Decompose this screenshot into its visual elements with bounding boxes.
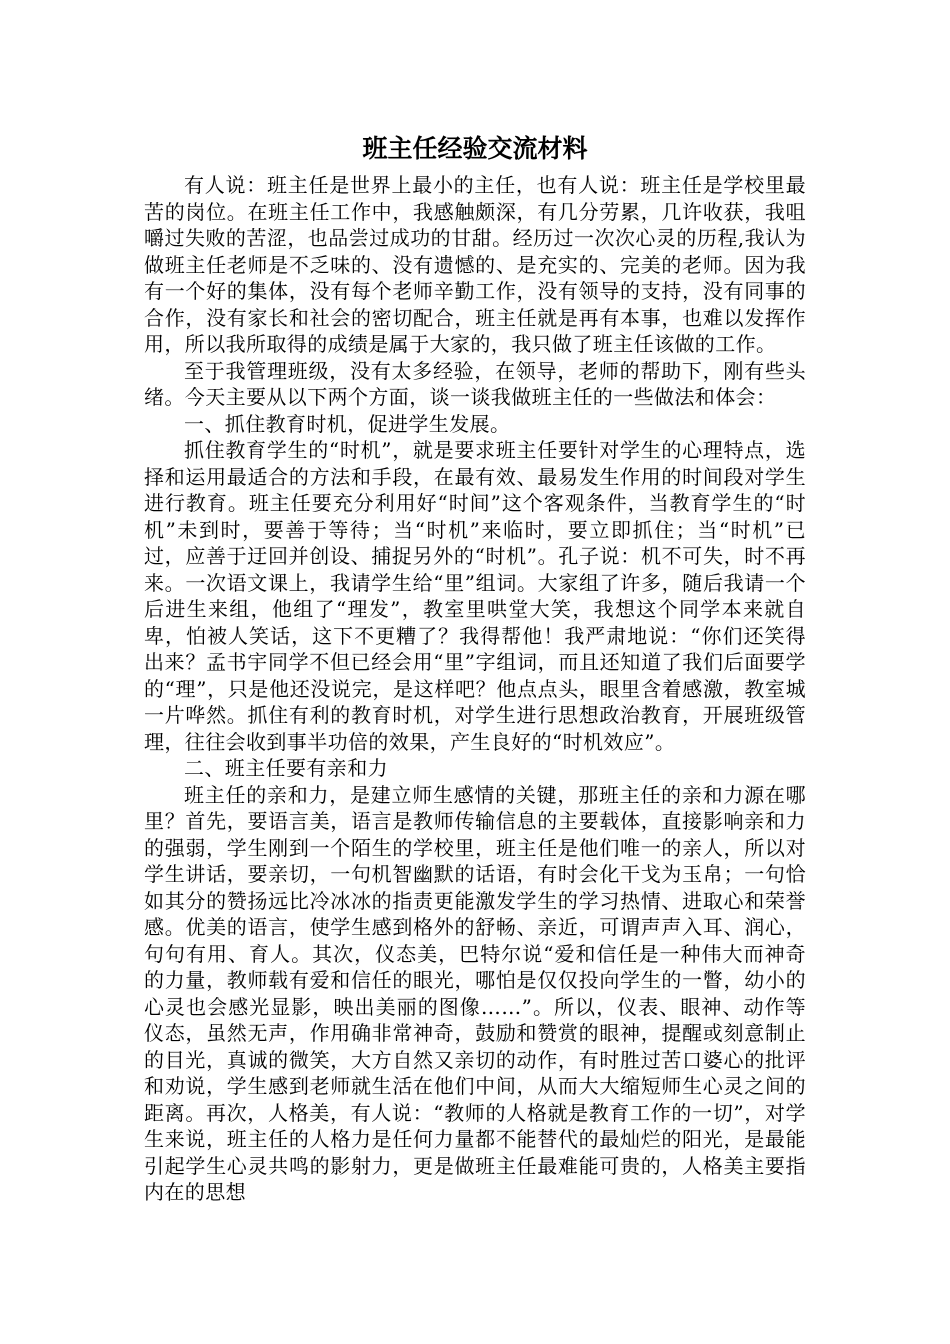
paragraph-section-1: 抓住教育学生的“时机”，就是要求班主任要针对学生的心理特点，选择和运用最适合的方法和手段，在最有效、最易发生作用的时间段对学生进行教育。班主任要充分利用好“时间”这个客观条件，当教育学生的“时机”未到时，要善于等待；当“时机”来临时，要立即抓住；当“时机”已过，应善于迂回并创设、捕捉另外的“时机”。孔子说：机不可失，时不再来。一次语文课上，我请学生给“里”组词。大家组了许多，随后我请一个后进生来组，他组了“理发”，教室里哄堂大笑，我想这个同学本来就自卑，怕被人笑话，这下不更糟了？我得帮他！我严肃地说：“你们还笑得出来？孟书宇同学不但已经会用“里”字组词，而且还知道了我们后面要学的“理”，只是他还没说完，是这样吧？他点点头，眼里含着感激，教室城一片哗然。抓住有利的教育时机，对学生进行思想政治教育，开展班级管理，往往会收到事半功倍的效果，产生良好的“时机效应”。 bbox=[144, 438, 806, 754]
paragraph-overview: 至于我管理班级，没有太多经验，在领导，老师的帮助下，刚有些头绪。今天主要从以下两个方面，谈一谈我做班主任的一些做法和体会： bbox=[144, 358, 806, 409]
document-body bbox=[144, 172, 806, 1206]
paragraph-intro: 有人说：班主任是世界上最小的主任，也有人说：班主任是学校里最苦的岗位。在班主任工作中，我感触颇深，有几分劳累，几许收获，我咀嚼过失败的苦涩，也品尝过成功的甘甜。经历过一次次心灵的历程,我认为做班主任老师是不乏味的、没有遗憾的、是充实的、完美的老师。因为我有一个好的集体，没有每个老师辛勤工作，没有领导的支持，没有同事的合作，没有家长和社会的密切配合，班主任就是再有本事，也难以发挥作用，所以我所取得的成绩是属于大家的，我只做了班主任该做的工作。 bbox=[144, 173, 806, 356]
section-heading-2: 二、班主任要有亲和力 bbox=[184, 756, 388, 780]
paragraph-section-2: 班主任的亲和力，是建立师生感情的关键，那班主任的亲和力源在哪里？首先，要语言美，语言是教师传输信息的主要载体，直接影响亲和力的强弱，学生刚到一个陌生的学校里，班主任是他们唯一的亲人，所以对学生讲话，要亲切，一句机智幽默的话语，有时会化干戈为玉帛；一句恰如其分的赞扬远比冷冰冰的指责更能激发学生的学习热情、进取心和荣誉感。优美的语言，使学生感到格外的舒畅、亲近，可谓声声入耳、润心，句句有用、育人。其次，仪态美，巴特尔说“爱和信任是一种伟大而神奇的力量，教师载有爱和信任的眼光，哪怕是仅仅投向学生的一瞥，幼小的心灵也会感光显影，映出美丽的图像……”。所以，仪表、眼神、动作等仪态，虽然无声，作用确非常神奇，鼓励和赞赏的眼神，提醒或刻意制止的目光，真诚的微笑，大方自然又亲切的动作，有时胜过苦口婆心的批评和劝说，学生感到老师就生活在他们中间，从而大大缩短师生心灵之间的距离。再次，人格美，有人说：“教师的人格就是教育工作的一切”，对学生来说，班主任的人格力是任何力量都不能替代的最灿烂的阳光，是最能引起学生心灵共鸣的影射力，更是做班主任最难能可贵的，人格美主要指内在的思想 bbox=[144, 782, 806, 1204]
section-heading-1: 一、抓住教育时机，促进学生发展。 bbox=[184, 411, 511, 436]
document-title: 班主任经验交流材料 bbox=[362, 134, 588, 163]
